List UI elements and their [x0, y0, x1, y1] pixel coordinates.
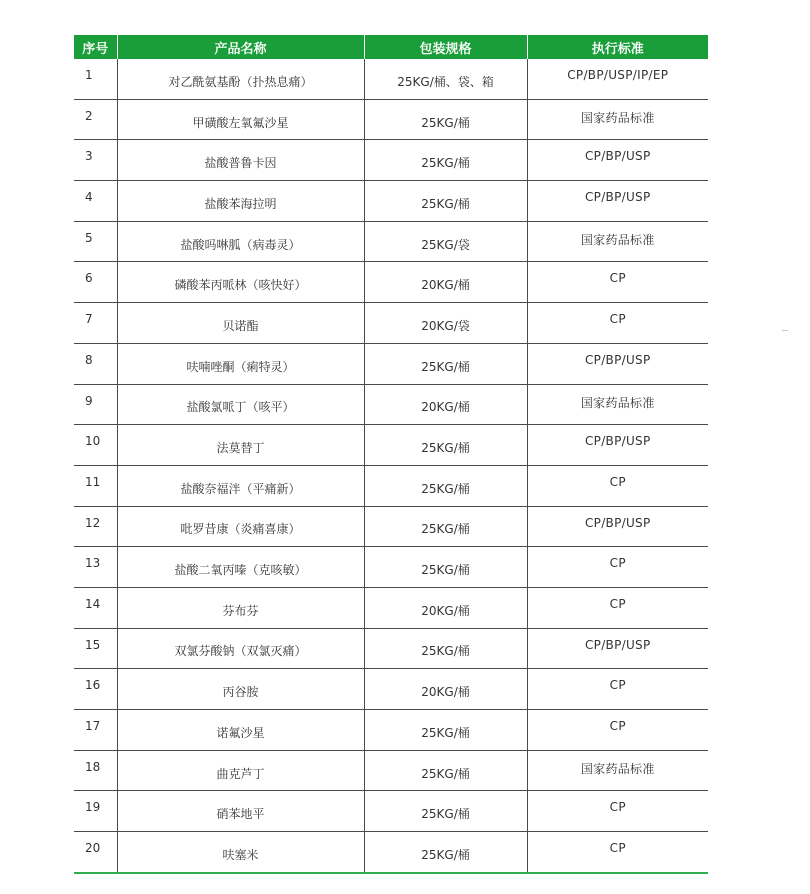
table-body	[74, 59, 708, 873]
packaging-spec: 25KG/桶	[364, 832, 527, 873]
row-index: 6	[74, 262, 117, 303]
execution-standard: CP	[527, 669, 708, 710]
packaging-spec: 25KG/桶	[364, 140, 527, 181]
row-index: 19	[74, 791, 117, 832]
row-index: 20	[74, 832, 117, 873]
packaging-spec: 25KG/桶	[364, 791, 527, 832]
row-index: 2	[74, 99, 117, 140]
execution-standard: CP	[527, 303, 708, 344]
packaging-spec: 25KG/桶	[364, 750, 527, 791]
execution-standard: CP/BP/USP/IP/EP	[527, 59, 708, 99]
edge-mark	[782, 330, 788, 331]
row-index: 13	[74, 547, 117, 588]
product-name: 甲磺酸左氧氟沙星	[117, 99, 364, 140]
table-header	[74, 35, 708, 59]
row-index: 5	[74, 221, 117, 262]
table-row	[74, 140, 708, 181]
packaging-spec: 25KG/桶	[364, 710, 527, 751]
execution-standard: 国家药品标准	[527, 221, 708, 262]
execution-standard: CP	[527, 547, 708, 588]
table-row	[74, 710, 708, 751]
execution-standard: CP/BP/USP	[527, 425, 708, 466]
row-index: 18	[74, 750, 117, 791]
table-row	[74, 547, 708, 588]
packaging-spec: 25KG/袋	[364, 221, 527, 262]
product-name: 诺氟沙星	[117, 710, 364, 751]
table-row	[74, 262, 708, 303]
row-index: 8	[74, 343, 117, 384]
table-row	[74, 750, 708, 791]
product-name: 对乙酰氨基酚（扑热息痛）	[117, 59, 364, 99]
column-header-index: 序号	[74, 35, 117, 59]
product-name: 曲克芦丁	[117, 750, 364, 791]
product-name: 盐酸氯哌丁（咳平）	[117, 384, 364, 425]
row-index: 7	[74, 303, 117, 344]
product-name: 盐酸吗啉胍（病毒灵）	[117, 221, 364, 262]
header-row	[74, 35, 708, 59]
packaging-spec: 20KG/桶	[364, 262, 527, 303]
execution-standard: CP	[527, 710, 708, 751]
table-row	[74, 303, 708, 344]
table-row	[74, 791, 708, 832]
packaging-spec: 25KG/桶	[364, 547, 527, 588]
product-name: 法莫替丁	[117, 425, 364, 466]
execution-standard: CP/BP/USP	[527, 628, 708, 669]
product-name: 盐酸苯海拉明	[117, 181, 364, 222]
row-index: 14	[74, 587, 117, 628]
row-index: 3	[74, 140, 117, 181]
product-name: 呋塞米	[117, 832, 364, 873]
row-index: 11	[74, 465, 117, 506]
packaging-spec: 20KG/桶	[364, 587, 527, 628]
column-header-packaging: 包装规格	[364, 35, 527, 59]
product-name: 双氯芬酸钠（双氯灭痛）	[117, 628, 364, 669]
product-name: 吡罗昔康（炎痛喜康）	[117, 506, 364, 547]
table-row	[74, 59, 708, 99]
execution-standard: CP	[527, 262, 708, 303]
execution-standard: CP	[527, 832, 708, 873]
execution-standard: CP	[527, 587, 708, 628]
table-row	[74, 669, 708, 710]
row-index: 10	[74, 425, 117, 466]
execution-standard: CP	[527, 465, 708, 506]
product-name: 硝苯地平	[117, 791, 364, 832]
product-name: 贝诺酯	[117, 303, 364, 344]
product-name: 盐酸奈福泮（平痛新）	[117, 465, 364, 506]
table-row	[74, 832, 708, 873]
column-header-name: 产品名称	[117, 35, 364, 59]
packaging-spec: 25KG/桶	[364, 506, 527, 547]
row-index: 12	[74, 506, 117, 547]
execution-standard: 国家药品标准	[527, 99, 708, 140]
column-header-standard: 执行标准	[527, 35, 708, 59]
product-name: 磷酸苯丙哌林（咳快好）	[117, 262, 364, 303]
packaging-spec: 25KG/桶	[364, 628, 527, 669]
table-row	[74, 506, 708, 547]
product-name: 芬布芬	[117, 587, 364, 628]
packaging-spec: 25KG/桶	[364, 465, 527, 506]
packaging-spec: 20KG/袋	[364, 303, 527, 344]
execution-standard: CP/BP/USP	[527, 140, 708, 181]
execution-standard: CP/BP/USP	[527, 506, 708, 547]
row-index: 17	[74, 710, 117, 751]
product-name: 呋喃唑酮（痢特灵）	[117, 343, 364, 384]
row-index: 1	[74, 59, 117, 99]
packaging-spec: 25KG/桶、袋、箱	[364, 59, 527, 99]
packaging-spec: 20KG/桶	[364, 384, 527, 425]
row-index: 16	[74, 669, 117, 710]
product-name: 丙谷胺	[117, 669, 364, 710]
table-row	[74, 384, 708, 425]
row-index: 9	[74, 384, 117, 425]
execution-standard: CP/BP/USP	[527, 181, 708, 222]
packaging-spec: 25KG/桶	[364, 343, 527, 384]
table-row	[74, 465, 708, 506]
table-row	[74, 221, 708, 262]
table-row	[74, 181, 708, 222]
execution-standard: CP	[527, 791, 708, 832]
product-name: 盐酸二氧丙嗪（克咳敏）	[117, 547, 364, 588]
table-row	[74, 628, 708, 669]
row-index: 15	[74, 628, 117, 669]
table-row	[74, 587, 708, 628]
execution-standard: 国家药品标准	[527, 384, 708, 425]
row-index: 4	[74, 181, 117, 222]
table-row	[74, 99, 708, 140]
packaging-spec: 25KG/桶	[364, 425, 527, 466]
table-row	[74, 425, 708, 466]
product-table	[74, 35, 708, 874]
table-row	[74, 343, 708, 384]
execution-standard: CP/BP/USP	[527, 343, 708, 384]
packaging-spec: 25KG/桶	[364, 181, 527, 222]
product-name: 盐酸普鲁卡因	[117, 140, 364, 181]
execution-standard: 国家药品标准	[527, 750, 708, 791]
packaging-spec: 20KG/桶	[364, 669, 527, 710]
packaging-spec: 25KG/桶	[364, 99, 527, 140]
